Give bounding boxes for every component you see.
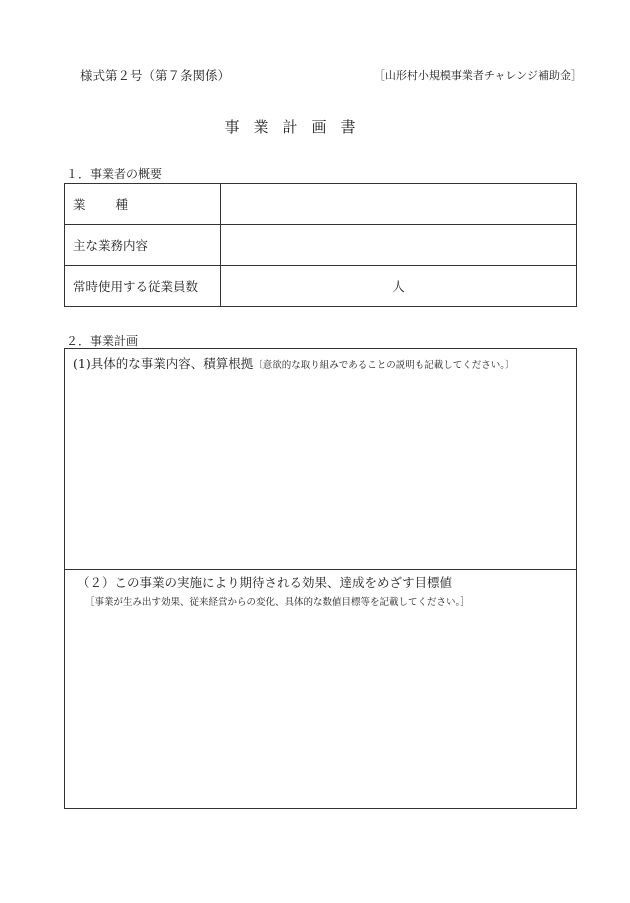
document-title: 事業計画書 bbox=[224, 118, 370, 136]
plan-item2-input-area[interactable] bbox=[71, 613, 570, 801]
business-plan-box bbox=[64, 348, 577, 809]
form-number: 様式第２号（第７条関係） bbox=[80, 68, 231, 83]
plan-item1-input-area[interactable] bbox=[71, 375, 570, 563]
plan-item1-title-text: (1)具体的な事業内容、積算根拠 bbox=[73, 356, 254, 371]
table-row-employees bbox=[65, 266, 577, 307]
business-overview-table bbox=[64, 183, 577, 307]
main-business-field[interactable] bbox=[221, 225, 577, 266]
industry-label bbox=[65, 184, 221, 225]
plan-divider bbox=[65, 569, 576, 570]
table-row-main-business bbox=[65, 225, 577, 266]
section1-heading: １．事業者の概要 bbox=[66, 167, 163, 181]
table-row-industry bbox=[65, 184, 577, 225]
employees-field[interactable]: 人 bbox=[221, 266, 577, 307]
plan-item1-title bbox=[73, 354, 514, 372]
plan-item1-note: 〔意欲的な取り組みであることの説明も記載してください。〕 bbox=[253, 360, 515, 371]
program-name: ［山形村小規模事業者チャレンジ補助金］ bbox=[373, 69, 582, 82]
plan-item2-title: （２）この事業の実施により期待される効果、達成をめざす目標値 bbox=[77, 575, 453, 590]
industry-field[interactable] bbox=[221, 184, 577, 225]
section2-heading: ２．事業計画 bbox=[66, 334, 139, 348]
plan-item2-note: ［事業が生み出す効果、従来経営からの変化、具体的な数値目標等を記載してください。］ bbox=[85, 597, 470, 608]
industry-label-char2: 種 bbox=[115, 197, 129, 212]
industry-label-char1: 業 bbox=[73, 197, 86, 212]
main-business-label: 主な業務内容 bbox=[65, 225, 221, 266]
employees-label: 常時使用する従業員数 bbox=[65, 266, 221, 307]
